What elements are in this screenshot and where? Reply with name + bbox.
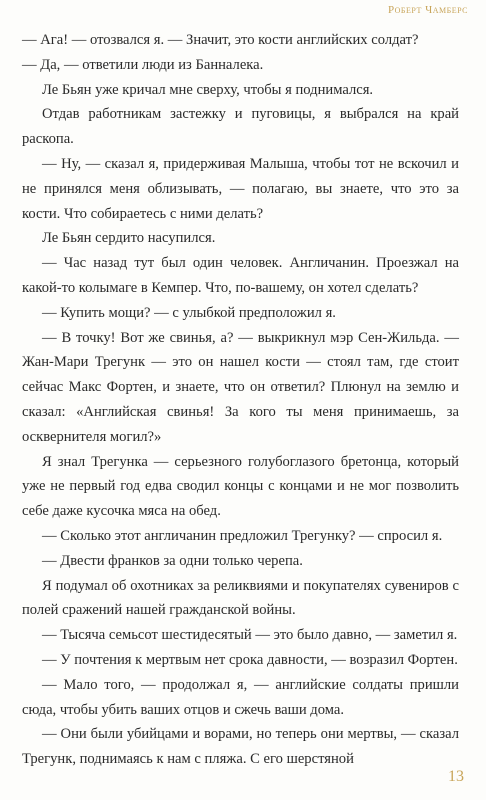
page-number: 13	[448, 768, 464, 785]
paragraph: Отдав работникам застежку и пуговицы, я выбрался на край раскопа.	[22, 106, 459, 148]
running-head: Роберт Чамберс	[388, 4, 468, 16]
paragraph: Ле Бьян уже кричал мне сверху, чтобы я поднимался.	[42, 81, 374, 98]
paragraph: Я знал Трегунка — серьезного голубоглазого бретонца, который уже не первый год едва сводил концы с концами и не мог позволить себе даже кусочка мяса на обед.	[22, 453, 459, 520]
paragraph: — Час назад тут был один человек. Англичанин. Проезжал на какой-то колымаге в Кемпер. Что, по-вашему, он хотел сделать?	[22, 255, 459, 296]
paragraph: — Ага! — отозвался я. — Значит, это кости английских солдат?	[22, 32, 419, 48]
paragraph: Я подумал об охотниках за реликвиями и покупателях сувениров с полей сражений нашей гражданской войны.	[22, 577, 459, 619]
paragraph: — Ну, — сказал я, придерживая Малыша, чтобы тот не вскочил и не принялся меня облизывать, — полагаю, вы знаете, что это за кости. Что собираетесь с ними делать?	[22, 155, 459, 222]
paragraph: — Мало того, — продолжал я, — английские солдаты пришли сюда, чтобы убить ваших отцов и сжечь ваши дома.	[22, 676, 459, 718]
paragraph: — У почтения к мертвым нет срока давности, — возразил Фортен.	[42, 651, 458, 668]
paragraph: — Сколько этот англичанин предложил Трегунку? — спросил я.	[42, 527, 443, 544]
paragraph: — Тысяча семьсот шестидесятый — это было давно, — заметил я.	[42, 627, 458, 644]
paragraph: — В точку! Вот же свинья, а? — выкрикнул мэр Сен-Жильда. — Жан-Мари Трегунк — это он нашел кости — стоял там, где стоит сейчас Макс Фортен, и знаете, что он ответил? Плюнул на землю и сказал: «Английская свинья! За кого ты меня принимаешь, за осквернителя могил?»	[22, 329, 459, 445]
paragraph: — Двести франков за одни только черепа.	[42, 552, 303, 569]
paragraph: — Да, — ответили люди из Банналека.	[22, 56, 264, 73]
paragraph: — Купить мощи? — с улыбкой предположил я.	[42, 304, 336, 321]
body-text	[22, 28, 459, 772]
paragraph: — Они были убийцами и ворами, но теперь они мертвы, — сказал Трегунк, поднимаясь к нам с пляжа. С его шерстяной	[22, 726, 459, 768]
paragraph: Ле Бьян сердито насупился.	[42, 230, 216, 247]
